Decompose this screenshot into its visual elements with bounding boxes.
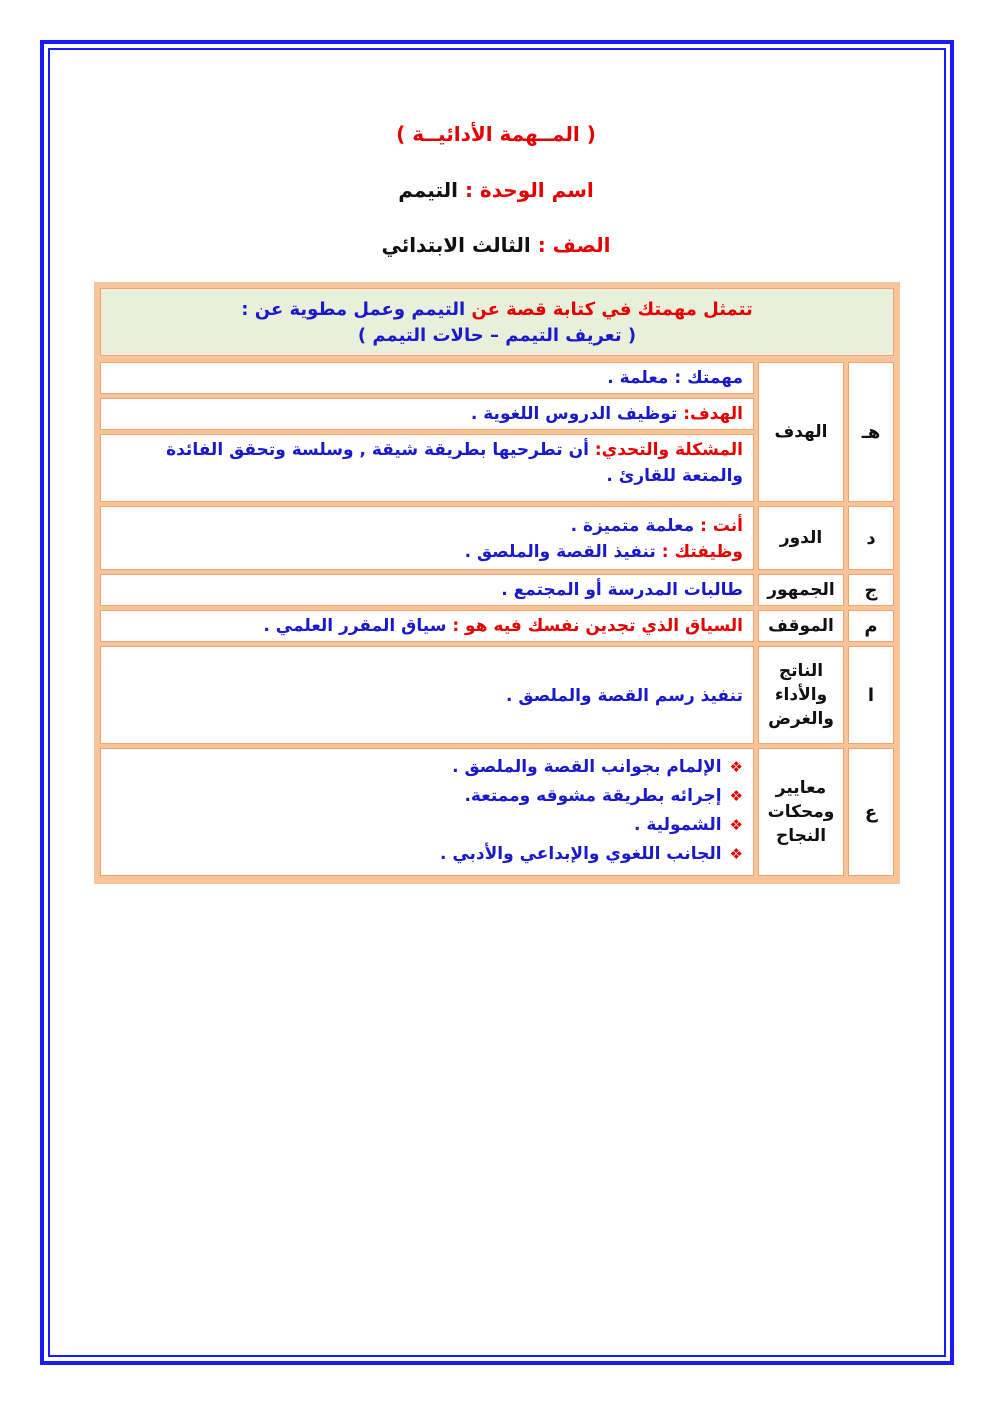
goal-label: الهدف (758, 362, 844, 502)
you-text: معلمة متميزة . (570, 516, 695, 536)
diamond-bullet-icon: ❖ (729, 787, 743, 805)
goal-objective (100, 398, 754, 430)
intro-part-3: وعمل مطوية عن : (241, 299, 406, 320)
list-item (107, 753, 743, 782)
criteria-item-text: إجرائه بطريقة مشوقه وممتعة. (464, 786, 722, 806)
audience-text: طالبات المدرسة أو المجتمع . (100, 574, 754, 606)
diamond-bullet-icon: ❖ (729, 816, 743, 834)
job-text: تنفيذ القصة والملصق . (464, 542, 656, 562)
role-label: الدور (758, 506, 844, 570)
objective-text: توظيف الدروس اللغوية . (470, 404, 678, 424)
diamond-bullet-icon: ❖ (729, 845, 743, 863)
product-label-line-2: والأداء (774, 685, 828, 705)
product-label-line-1: الناتج (778, 661, 824, 681)
goal-challenge (100, 434, 754, 502)
grade-label: الصف : (537, 233, 611, 257)
criteria-list (107, 753, 743, 869)
criteria-item-text: الجانب اللغوي والإبداعي والأدبي . (439, 844, 722, 864)
role-letter: د (848, 506, 894, 570)
goal-task: مهمتك : معلمة . (100, 362, 754, 394)
challenge-text: أن تطرحيها بطريقة شيقة , وسلسة وتحقق الفائدة والمتعة للقارئ . (166, 440, 743, 486)
role-you (107, 513, 743, 539)
job-label: وظيفتك : (661, 542, 743, 562)
product-letter: ا (848, 646, 894, 744)
list-item (107, 840, 743, 869)
audience-letter: ج (848, 574, 894, 606)
criteria-letter: ع (848, 748, 894, 876)
situation-label: الموقف (758, 610, 844, 642)
goal-letter: هـ (848, 362, 894, 502)
criteria-label-line-2: ومحكات (767, 802, 835, 822)
objective-label: الهدف: (683, 404, 743, 424)
intro-part-1: تتمثل مهمتك في كتابة قصة عن (471, 299, 753, 320)
product-label (758, 646, 844, 744)
diamond-bullet-icon: ❖ (729, 758, 743, 776)
intro-line-1 (101, 297, 893, 323)
audience-label: الجمهور (758, 574, 844, 606)
grade-value: الثالث الابتدائي (381, 233, 531, 257)
situation-letter: م (848, 610, 894, 642)
intro-line-2: ( تعريف التيمم – حالات التيمم ) (357, 325, 637, 346)
criteria-content (100, 748, 754, 876)
challenge-label: المشكلة والتحدي: (594, 440, 743, 460)
unit-line (0, 178, 992, 202)
criteria-label-line-1: معايير (775, 778, 827, 798)
unit-label: اسم الوحدة : (464, 178, 594, 202)
intro-cell (100, 288, 894, 356)
unit-value: التيمم (398, 178, 458, 202)
task-table (94, 282, 900, 884)
criteria-label-line-3: النجاح (775, 826, 827, 846)
intro-part-2: التيمم (411, 299, 466, 320)
list-item (107, 811, 743, 840)
situation-content (100, 610, 754, 642)
product-text: تنفيذ رسم القصة والملصق . (100, 646, 754, 744)
product-label-line-3: والغرض (768, 709, 834, 729)
criteria-item-text: الشمولية . (633, 815, 722, 835)
grade-line (0, 233, 992, 257)
role-content (100, 506, 754, 570)
situation-text-red: السياق الذي تجدين نفسك فيه هو : (452, 616, 743, 636)
criteria-label (758, 748, 844, 876)
you-label: أنت : (700, 516, 743, 536)
role-job (107, 539, 743, 565)
page-title: ( المــهمة الأدائيــة ) (396, 122, 596, 146)
situation-text-blue: سياق المقرر العلمي . (263, 616, 447, 636)
criteria-item-text: الإلمام بجوانب القصة والملصق . (452, 757, 722, 777)
list-item (107, 782, 743, 811)
